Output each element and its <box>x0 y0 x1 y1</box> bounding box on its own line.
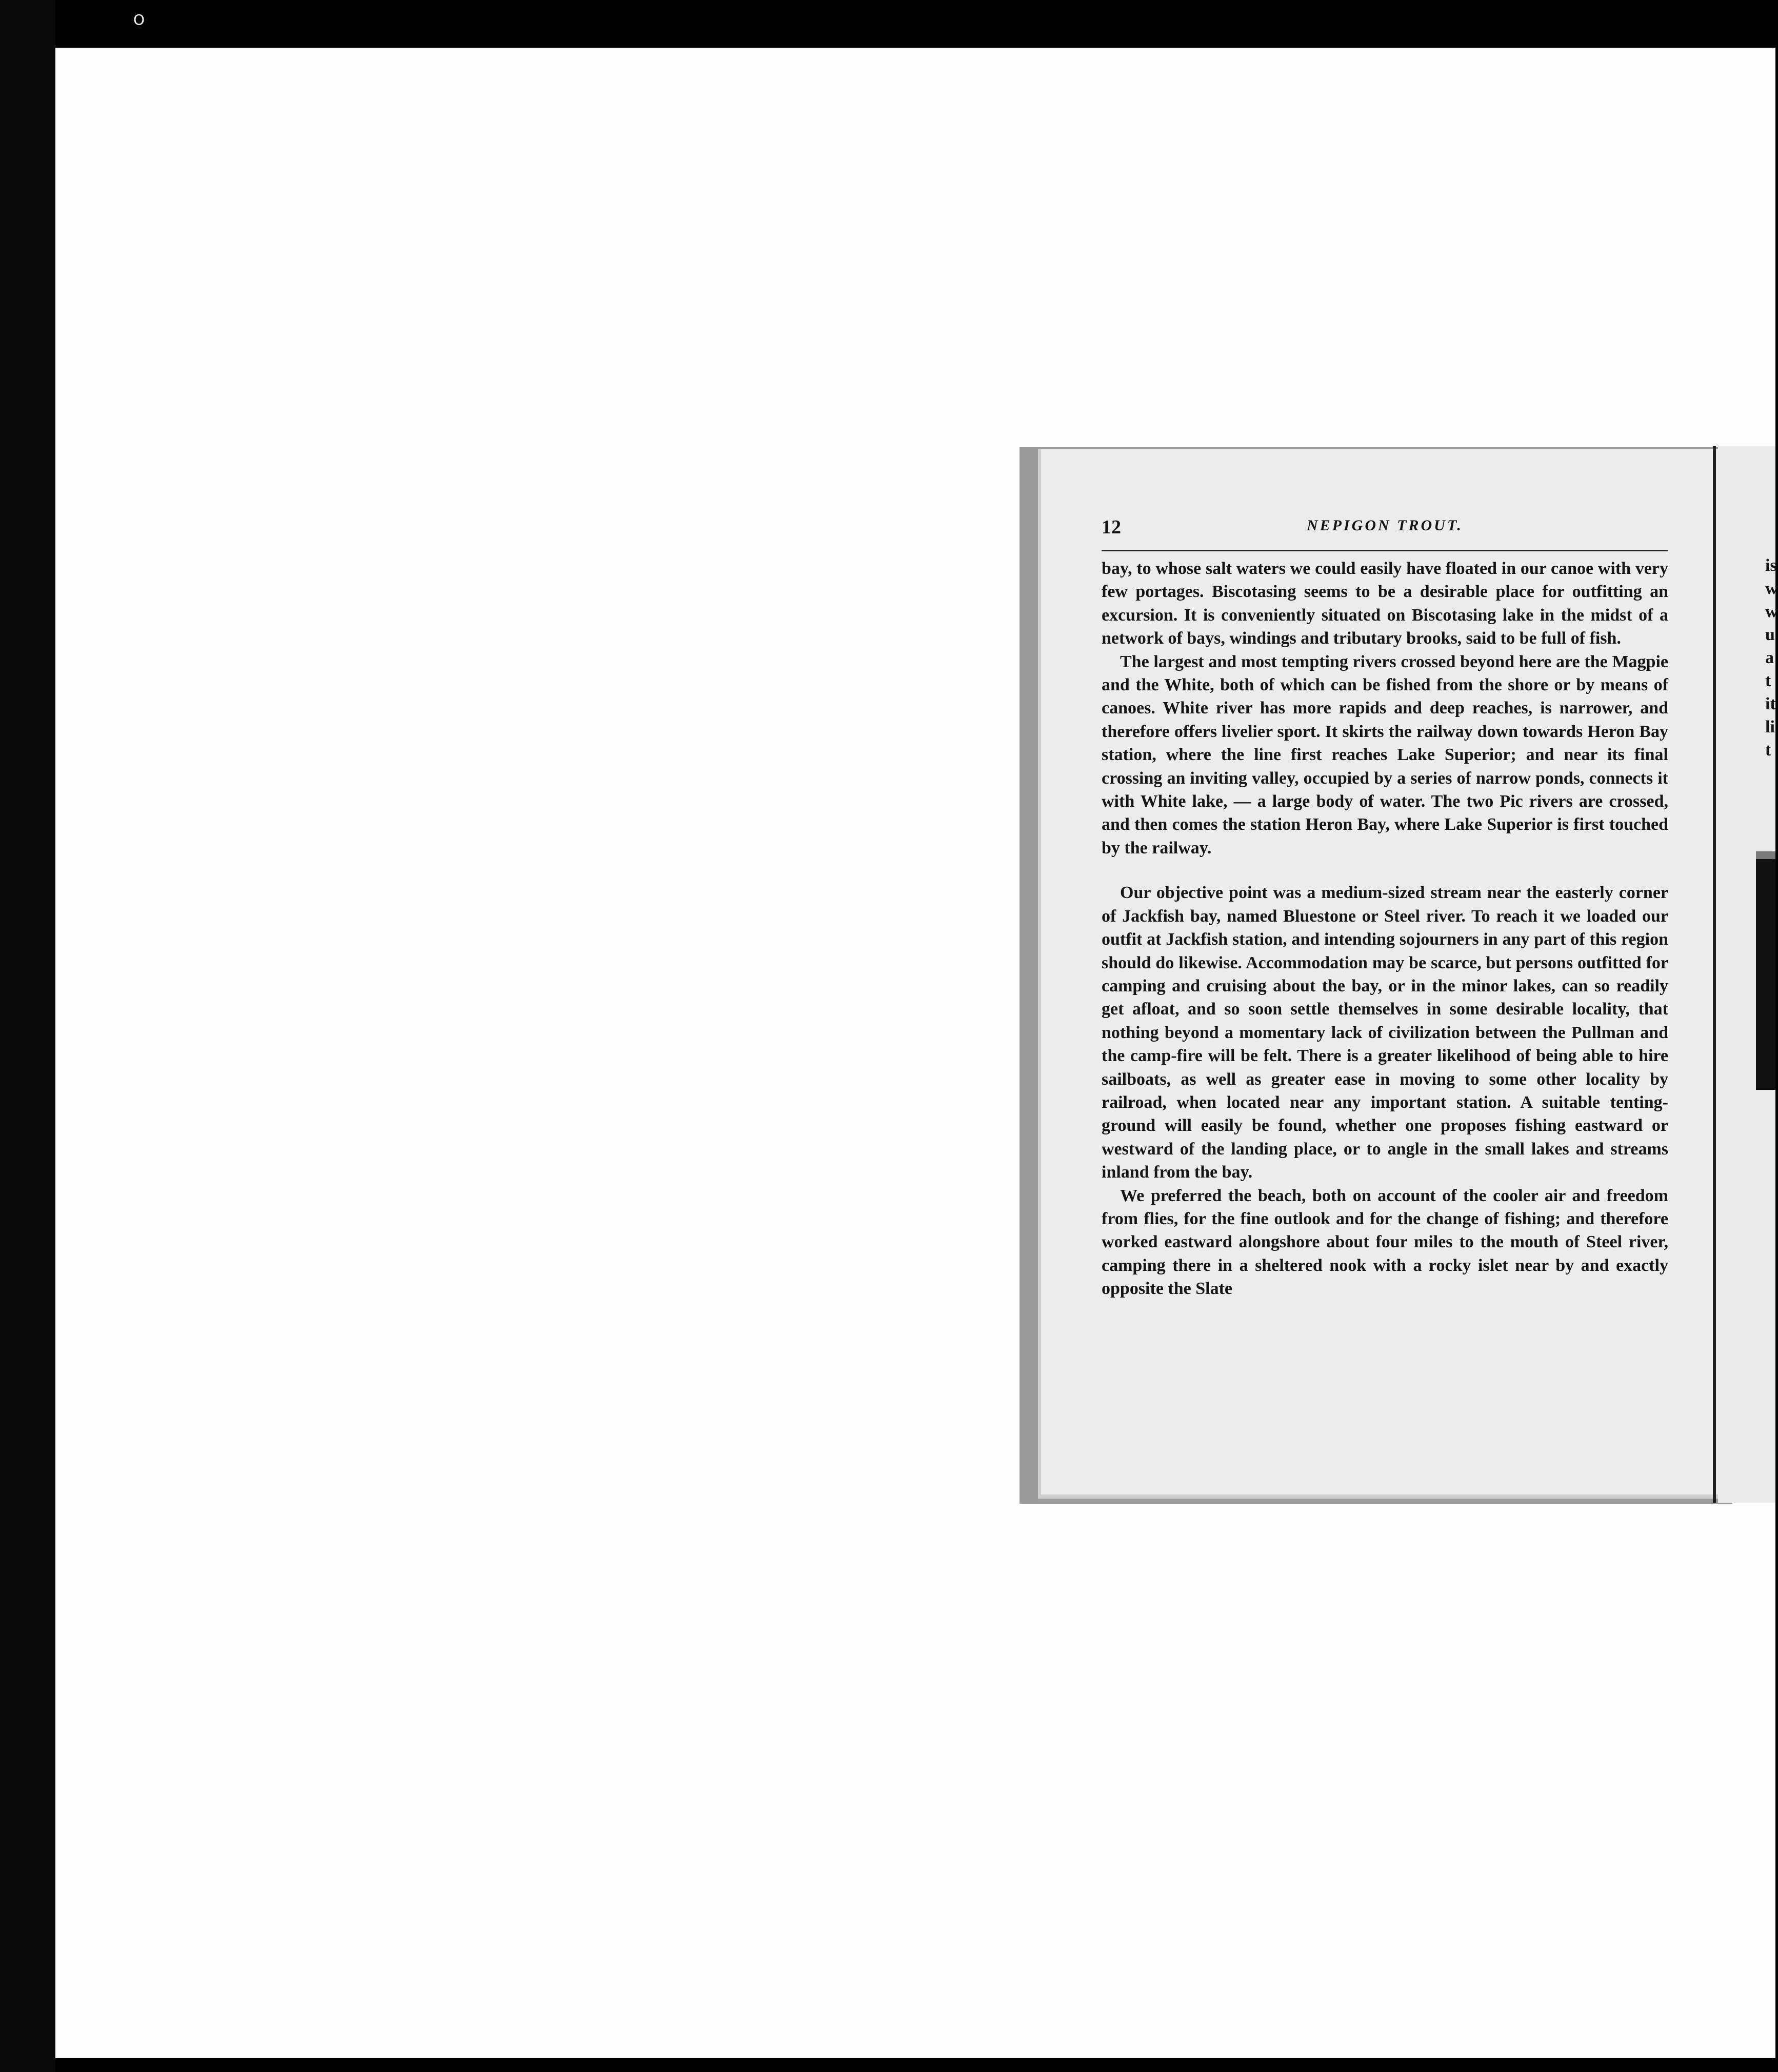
facing-page-text: it <box>1765 694 1776 713</box>
facing-page-fragment <box>1718 446 1778 1503</box>
facing-page-text: t <box>1765 741 1771 760</box>
facing-page-text: w <box>1765 602 1778 621</box>
scan-corner-mark: O <box>133 11 145 28</box>
facing-page-photo <box>1756 859 1775 1090</box>
paragraph: bay, to whose salt waters we could easily have floated in our canoe with very few portages. Biscotasing seems to be a desirable place for outfitting an excursion. It is conveniently situated on Biscotasing lake in the midst of a network of bays, windings and tributary brooks, said to be full of fish. <box>1102 559 1668 648</box>
page-number: 12 <box>1102 516 1121 538</box>
scan-left-border <box>0 0 55 2072</box>
paragraph: We preferred the beach, both on account of the cooler air and freedom from flies, for the fine outlook and for the change of fishing; and therefore worked eastward alongshore about four miles to the mouth of Steel river, camping there in a sheltered nook with a rocky islet near by and exactly opposite the Slate <box>1102 1186 1668 1299</box>
booklet-gutter <box>1713 446 1716 1503</box>
facing-page-text: is <box>1765 556 1777 575</box>
facing-page-text: u <box>1765 625 1775 644</box>
header-rule <box>1102 550 1668 551</box>
facing-page-text: w <box>1765 579 1778 598</box>
page-body-text <box>1102 557 1668 1301</box>
paragraph: Our objective point was a medium-sized stream near the easterly corner of Jackfish bay, named Bluestone or Steel river. To reach it we loaded our outfit at Jackfish station, and intending sojourners in any part of this region should do likewise. Accommodation may be scarce, but persons outfitted for camping and cruising about the bay, or in the minor lakes, can so readily get afloat, and so soon settle themselves in some desirable locality, that nothing beyond a momentary lack of civilization between the Pullman and the camp-fire will be felt. There is a greater likelihood of being able to hire sailboats, as well as greater ease in moving to some other locality by railroad, when located near any important station. A suitable tenting-ground will easily be found, whether one proposes fishing eastward or westward of the landing place, or to angle in the small lakes and streams inland from the bay. <box>1102 883 1668 1182</box>
booklet-page <box>1038 449 1718 1499</box>
running-head: NEPIGON TROUT. <box>1307 517 1463 534</box>
page-header <box>1102 516 1666 542</box>
facing-page-text: t <box>1765 671 1771 690</box>
facing-page-text: li <box>1765 718 1775 736</box>
facing-page-text: a <box>1765 648 1774 667</box>
paragraph: The largest and most tempting rivers crossed beyond here are the Magpie and the White, both of which can be fished from the shore or by means of canoes. White river has more rapids and deep reaches, is narrower, and therefore offers livelier sport. It skirts the railway down towards Heron Bay station, where the line first reaches Lake Superior; and near its final crossing an inviting valley, occupied by a series of narrow ponds, connects it with White lake, — a large body of water. The two Pic rivers are crossed, and then comes the station Heron Bay, where Lake Superior is first touched by the railway. <box>1102 652 1668 858</box>
